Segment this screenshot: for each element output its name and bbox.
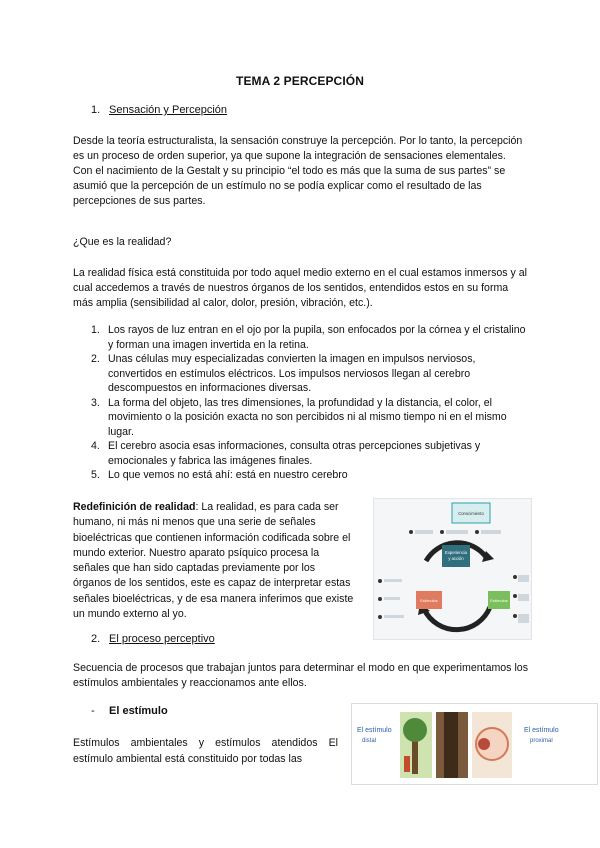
redefinition-text: : La realidad, es para cada ser humano, ni más ni menos que una serie de señales bioeléctricas que contienen información codificada sobre el mundo exterior. Nuestro aparato psíquico procesa la señales que han sido captadas previamente por los órganos de los sentidos, este es capaz de interpretar estas señales bioeléctricas, y de esa manera inferimos que existe un mundo externo al yo. [73,501,354,621]
list-item: 3. La forma del objeto, las tres dimensiones, la profundidad y la distancia, el color, el movimiento o la posición exacta no son percibidos ni al mismo tiempo ni en el mismo lugar. [91,396,507,438]
distal-label-2: distal [362,738,377,744]
section-2-title: El proceso perceptivo [109,633,215,645]
proximal-label-2: proximal [530,738,553,744]
list-item: 2. Unas células muy especializadas convierten la imagen en impulsos nerviosos, convertidos en estímulos eléctricos. Los impulsos nerviosos llegan al cerebro descompuestos en informaciones diversas. [91,353,476,394]
perception-cycle-figure [373,498,532,640]
section-2-number: 2. [91,633,101,645]
paragraph-perceptual-process: Secuencia de procesos que trabajan juntos para determinar el modo en que experimentamos los estímulos ambientales y reaccionamos ante ellos. [73,662,528,689]
distal-label-1: El estímulo [357,727,392,734]
left-side-bullets [378,579,404,619]
stimulus-illustration [352,704,597,784]
proximal-label-1: El estímulo [524,727,559,734]
perception-steps-list [91,323,531,483]
perception-cycle-diagram [374,499,531,639]
reality-question: ¿Que es la realidad? [73,236,172,248]
para1-text: Desde la teoría estructuralista, la sensación construye la percepción. Por lo tanto, la percepción es un proceso de orden superior, ya que supone la integración de sensaciones elementales. [73,135,523,162]
list-item: 1. Los rayos de luz entran en el ojo por la pupila, son enfocados por la córnea y el cristalino y forman una imagen invertida en la retina. [91,324,526,351]
cycle-small-labels [409,530,501,534]
center-label-2: y acción [448,556,464,561]
section-2-heading [91,633,215,645]
center-label-1: Experiencia [445,550,467,555]
section-1-number: 1. [91,104,101,116]
right-box-label: Estímulos [490,598,508,603]
right-side-bullets [513,575,529,623]
stimulus-paragraph: Estímulos ambientales y estímulos atendidos El estímulo ambiental está constituido por todas las [73,737,338,765]
list-item: 5. Lo que vemos no está ahí: está en nuestro cerebro [91,469,348,481]
redefinition-label: Redefinición de realidad [73,501,196,513]
paragraph-structuralism [73,134,528,209]
list-item: 4. El cerebro asocia esas informaciones, consulta otras percepciones subjetivas y emocionales y fabrica las imágenes finales. [91,440,481,467]
left-box-label: Estímulos [420,598,438,603]
reality-redefinition [73,500,355,622]
bullet-mark: - [91,705,95,717]
section-1-heading [91,104,227,116]
paragraph-physical-reality: La realidad física está constituida por todo aquel medio externo en el cual estamos inmersos y al cual accedemos a través de nuestros órganos de los sentidos, entendidos estos en su forma más amplia (sensibilidad al calor, dolor, presión, vibración, etc.). [73,267,528,309]
stimulus-bullet [91,705,168,717]
knowledge-label: Conocimiento [458,511,484,516]
document-title: TEMA 2 PERCEPCIÓN [236,74,364,88]
stimulus-figure [351,703,598,785]
cycle-arrow-bottom [424,607,490,630]
section-1-title: Sensación y Percepción [109,104,228,116]
para2-text: Con el nacimiento de la Gestalt y su principio “el todo es más que la suma de sus partes” se asumió que la percepción de un estímulo no se podía explicar como el resultado de las percepciones de sus partes. [73,165,506,207]
stimulus-heading: El estímulo [109,705,168,717]
